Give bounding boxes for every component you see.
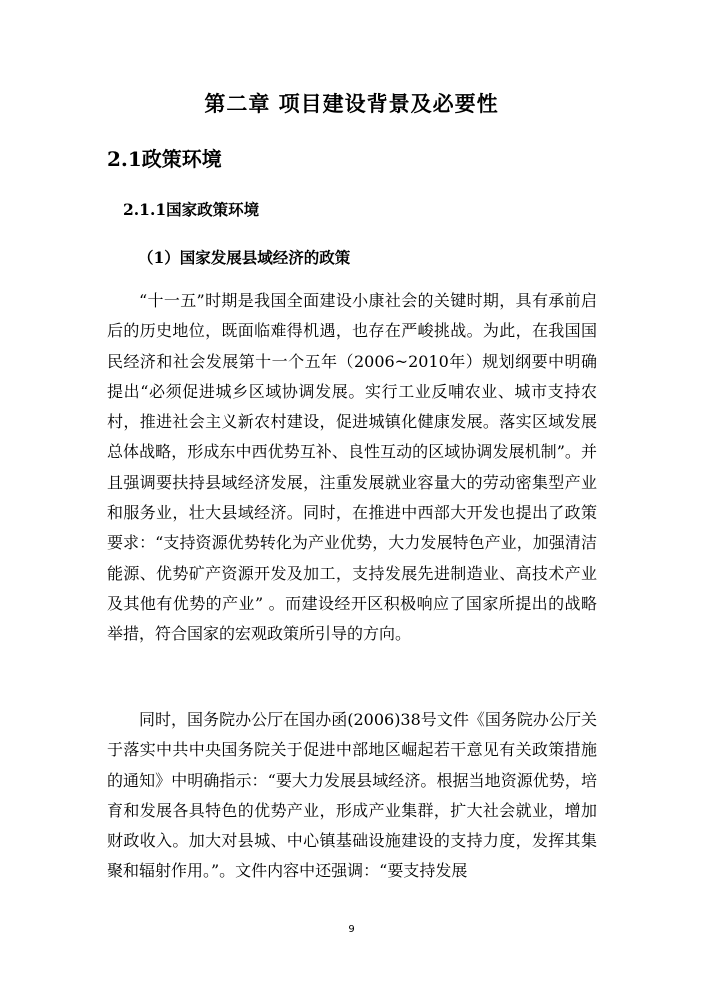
subsection-heading: 2.1.1国家政策环境 <box>123 200 260 219</box>
chapter-title: 第二章 项目建设背景及必要性 <box>204 91 499 116</box>
body-paragraph: 同时，国务院办公厅在国办函(2006)38号文件《国务院办公厅关于落实中共中央国务院关于促进中部地区崛起若干意见有关政策措施的通知》中明确指示：“要大力发展县域经济。根据当地资源优势，培育和发展各具特色的优势产业，形成产业集群，扩大社会就业，增加财政收入。加大对县城、中心镇基础设施建设的支持力度，发挥其集聚和辐射作用。”。文件内容中还强调：“要支持发展 <box>107 710 597 881</box>
section-heading: 2.1政策环境 <box>107 147 222 171</box>
page-number: 9 <box>348 924 355 935</box>
body-paragraph: “十一五”时期是我国全面建设小康社会的关键时期，具有承前启后的历史地位，既面临难得机遇，也存在严峻挑战。为此，在我国国民经济和社会发展第十一个五年（2006~2010年）规划纲要中明确提出“必须促进城乡区域协调发展。实行工业反哺农业、城市支持农村，推进社会主义新农村建设，促进城镇化健康发展。落实区域发展总体战略，形成东中西优势互补、良性互动的区域协调发展机制”。并且强调要扶持县域经济发展，注重发展就业容量大的劳动密集型产业和服务业，壮大县域经济。同时，在推进中西部大开发也提出了政策要求：“支持资源优势转化为产业优势，大力发展特色产业，加强清洁能源、优势矿产资源开发及加工，支持发展先进制造业、高技术产业及其他有优势的产业” 。而建设经开区积极响应了国家所提出的战略举措，符合国家的宏观政策所引导的方向。 <box>107 291 597 644</box>
item-heading: （1）国家发展县域经济的政策 <box>138 248 351 267</box>
